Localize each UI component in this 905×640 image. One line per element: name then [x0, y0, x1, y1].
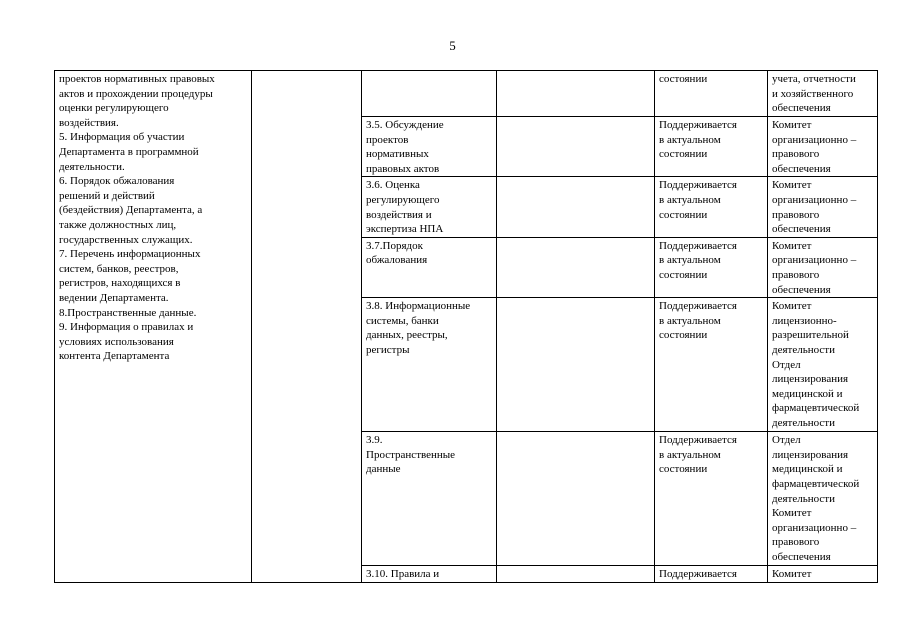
status-cell: Поддерживается в актуальном состоянии — [655, 432, 768, 566]
item-cell — [362, 71, 497, 117]
section-list-line: условиях использования — [59, 335, 174, 348]
section-list-line: также должностных лиц, — [59, 218, 177, 231]
section-list-line: 9. Информация о правилах и — [59, 321, 194, 334]
section-list-line: деятельности. — [59, 160, 125, 173]
section-list-line: воздействия. — [59, 116, 119, 129]
section-list-line: 5. Информация об участии — [59, 131, 185, 144]
page-number: 5 — [449, 38, 456, 53]
item-cell: 3.8. Информационные системы, банки данных, реестры, регистры — [362, 298, 497, 432]
empty-cell — [252, 71, 362, 583]
responsible-cell: Отдел лицензирования медицинской и фармацевтической деятельности Комитет организационно – правового обеспечения — [768, 432, 878, 566]
responsible-cell: учета, отчетности и хозяйственного обеспечения — [768, 71, 878, 117]
section-list-line: контента Департамента — [59, 350, 170, 363]
item-cell: 3.6. Оценка регулирующего воздействия и экспертиза НПА — [362, 177, 497, 237]
responsible-cell: Комитет организационно – правового обеспечения — [768, 237, 878, 297]
table-row — [55, 71, 878, 117]
responsible-cell: Комитет организационно – правового обеспечения — [768, 117, 878, 177]
empty-cell — [497, 117, 655, 177]
item-cell: 3.10. Правила и — [362, 566, 497, 583]
item-cell: 3.5. Обсуждение проектов нормативных правовых актов — [362, 117, 497, 177]
empty-cell — [497, 298, 655, 432]
section-list-line: оценки регулирующего — [59, 102, 169, 115]
responsible-cell: Комитет организационно – правового обеспечения — [768, 177, 878, 237]
section-list-line: 8.Пространственные данные. — [59, 306, 197, 319]
section-list-line: 7. Перечень информационных — [59, 248, 201, 261]
section-list-line: (бездействия) Департамента, а — [59, 204, 203, 217]
section-list-line: регистров, находящихся в — [59, 277, 181, 290]
item-cell: 3.9. Пространственные данные — [362, 432, 497, 566]
section-list-line: систем, банков, реестров, — [59, 262, 179, 275]
empty-cell — [497, 71, 655, 117]
status-cell: состоянии — [655, 71, 768, 117]
responsible-cell: Комитет — [768, 566, 878, 583]
section-list-line: 6. Порядок обжалования — [59, 175, 175, 188]
section-list-line: проектов нормативных правовых — [59, 73, 215, 85]
section-list-cell — [55, 71, 252, 583]
empty-cell — [497, 432, 655, 566]
section-list-line: актов и прохождении процедуры — [59, 87, 213, 100]
status-cell: Поддерживается — [655, 566, 768, 583]
section-list-line: Департамента в программной — [59, 145, 199, 158]
empty-cell — [497, 177, 655, 237]
section-list-line: государственных служащих. — [59, 233, 193, 246]
section-list-line: ведении Департамента. — [59, 291, 169, 304]
section-list-line: решений и действий — [59, 189, 155, 202]
document-table — [54, 70, 878, 583]
item-cell: 3.7.Порядок обжалования — [362, 237, 497, 297]
empty-cell — [497, 237, 655, 297]
status-cell: Поддерживается в актуальном состоянии — [655, 117, 768, 177]
status-cell: Поддерживается в актуальном состоянии — [655, 298, 768, 432]
empty-cell — [497, 566, 655, 583]
status-cell: Поддерживается в актуальном состоянии — [655, 177, 768, 237]
responsible-cell: Комитет лицензионно- разрешительной деятельности Отдел лицензирования медицинской и фармацевтической деятельности — [768, 298, 878, 432]
status-cell: Поддерживается в актуальном состоянии — [655, 237, 768, 297]
